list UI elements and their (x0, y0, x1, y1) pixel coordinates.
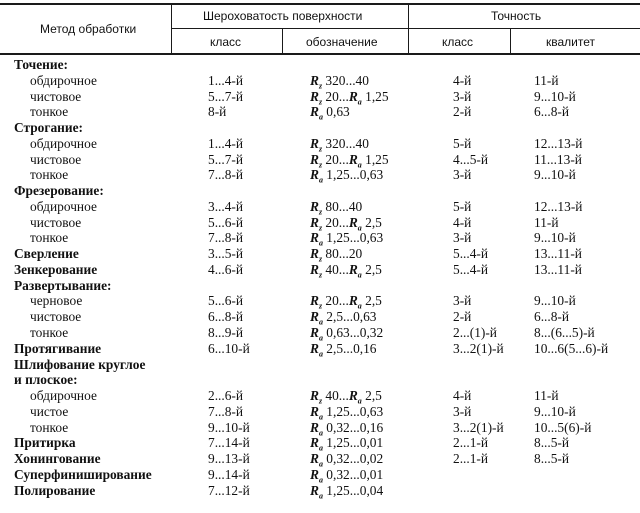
method-cell: обдирочное (30, 198, 97, 214)
method-cell: и плоское: (14, 372, 78, 388)
quality-cell: 8...(6...5)-й (534, 325, 595, 341)
designation-cell: $R_z$ $20...R_a$ 1,25 (310, 151, 389, 170)
table-row (0, 388, 640, 404)
roughness-symbol: $R_z$ (310, 72, 323, 91)
designation-cell: $R_a$ 0,32...0,02 (310, 451, 384, 469)
table-row (0, 167, 640, 186)
subheader-quality: квалитет (546, 35, 596, 49)
header-method: Метод обработки (40, 22, 137, 36)
header-vline-4 (510, 28, 511, 55)
table-row (0, 341, 640, 357)
accuracy-class-cell: 4-й (453, 388, 472, 404)
designation-cell: $R_a$ 1,25...0,63 (310, 403, 384, 422)
roughness-class-cell: 4...6-й (208, 261, 244, 277)
quality-cell: 13...11-й (534, 261, 582, 277)
table-row (0, 435, 640, 454)
designation-cell: $R_a$ 1,25...0,63 (310, 230, 384, 249)
header-bottom-border (0, 53, 640, 55)
roughness-symbol: $R_a$ (310, 482, 323, 501)
table-body (0, 57, 640, 501)
method-cell: Полирование (14, 482, 96, 498)
header-vline-2 (282, 28, 283, 55)
designation-cell: $R_z$ 80...20 (310, 246, 363, 264)
table-row (0, 104, 640, 120)
table-row (0, 372, 640, 388)
accuracy-class-cell: 5-й (453, 135, 472, 151)
roughness-class-cell: 7...14-й (208, 435, 250, 451)
designation-cell: $R_z$ 80...40 (310, 198, 363, 217)
roughness-class-cell: 7...12-й (208, 482, 250, 498)
table-row (0, 309, 640, 325)
table-row (0, 230, 640, 249)
accuracy-class-cell: 3...2(1)-й (453, 340, 504, 356)
accuracy-class-cell: 2-й (453, 309, 472, 325)
designation-cell: $R_a$ 0,32...0,16 (310, 419, 384, 438)
roughness-symbol: $R_z$ (310, 135, 323, 154)
roughness-class-cell: 6...10-й (208, 340, 250, 356)
table-row (0, 73, 640, 89)
roughness-symbol: $R_a$ (348, 151, 362, 170)
accuracy-class-cell: 5-й (453, 198, 472, 214)
method-cell: Фрезерование: (14, 183, 104, 199)
table-row (0, 467, 640, 483)
designation-cell: $R_a$ 0,32...0,01 (310, 466, 384, 485)
method-cell: Зенкерование (14, 261, 98, 277)
quality-cell: 10...6(5...6)-й (534, 340, 609, 356)
accuracy-class-cell: 3-й (453, 403, 472, 419)
quality-cell: 11-й (534, 214, 559, 230)
designation-cell: $R_z$ $40...R_a$ 2,5 (310, 261, 382, 280)
accuracy-class-cell: 3-й (453, 230, 472, 246)
table-row (0, 89, 640, 105)
method-cell: тонкое (30, 167, 69, 183)
table-row (0, 325, 640, 341)
quality-cell: 12...13-й (534, 135, 583, 151)
table-row (0, 183, 640, 199)
designation-cell: $R_z$ 320...40 (310, 72, 369, 91)
method-cell: Точение: (14, 57, 69, 72)
roughness-symbol: $R_a$ (348, 388, 362, 406)
designation-cell: $R_z$ 320...40 (310, 135, 369, 154)
table-row (0, 451, 640, 467)
roughness-class-cell: 7...8-й (208, 167, 244, 183)
accuracy-class-cell: 3...2(1)-й (453, 419, 504, 435)
roughness-class-cell: 1...4-й (208, 135, 244, 151)
roughness-symbol: $R_a$ (310, 309, 323, 327)
roughness-class-cell: 7...8-й (208, 403, 244, 419)
method-cell: чистовое (30, 309, 82, 325)
designation-cell: $R_a$ 0,63 (310, 104, 350, 122)
method-cell: тонкое (30, 230, 69, 246)
quality-cell: 9...10-й (534, 167, 576, 183)
method-cell: Строгание: (14, 120, 83, 136)
table-row (0, 246, 640, 262)
roughness-class-cell: 8...9-й (208, 325, 244, 341)
table-row (0, 199, 640, 215)
quality-cell: 9...10-й (534, 403, 576, 419)
table-row (0, 152, 640, 168)
header-accuracy: Точность (491, 9, 542, 23)
accuracy-class-cell: 3-й (453, 167, 472, 183)
accuracy-class-cell: 4...5-й (453, 151, 489, 167)
method-cell: Хонингование (14, 451, 101, 467)
quality-cell: 6...8-й (534, 309, 570, 325)
accuracy-class-cell: 5...4-й (453, 246, 489, 262)
table-row (0, 483, 640, 499)
header-vline-1 (171, 3, 172, 55)
designation-cell: $R_a$ 0,63...0,32 (310, 325, 384, 343)
header-mid-rule (171, 28, 640, 29)
accuracy-class-cell: 3-й (453, 293, 472, 309)
table-row (0, 57, 640, 73)
roughness-class-cell: 5...6-й (208, 214, 244, 230)
method-cell: обдирочное (30, 72, 97, 88)
method-cell: обдирочное (30, 388, 97, 404)
quality-cell: 11...13-й (534, 151, 582, 167)
method-cell: Суперфиниширование (14, 466, 152, 482)
table-row (0, 262, 640, 278)
method-cell: чистовое (30, 88, 82, 104)
table-row (0, 215, 640, 231)
quality-cell: 10...5(6)-й (534, 419, 592, 435)
accuracy-class-cell: 5...4-й (453, 261, 489, 277)
roughness-class-cell: 5...7-й (208, 88, 244, 104)
roughness-symbol: $R_a$ (348, 293, 362, 312)
roughness-symbol: $R_a$ (310, 435, 323, 454)
roughness-symbol: $R_z$ (310, 246, 323, 264)
method-cell: черновое (30, 293, 83, 309)
roughness-symbol: $R_a$ (310, 340, 323, 359)
roughness-symbol: $R_a$ (310, 419, 323, 438)
designation-cell: $R_z$ $20...R_a$ 2,5 (310, 293, 382, 312)
method-cell: обдирочное (30, 135, 97, 151)
roughness-symbol: $R_a$ (310, 167, 323, 186)
table-row (0, 136, 640, 152)
roughness-class-cell: 5...7-й (208, 151, 244, 167)
roughness-symbol: $R_z$ (310, 293, 323, 312)
method-cell: Протягивание (14, 340, 102, 356)
designation-cell: $R_z$ $40...R_a$ 2,5 (310, 388, 382, 406)
quality-cell: 11-й (534, 72, 559, 88)
roughness-class-cell: 3...5-й (208, 246, 244, 262)
roughness-symbol: $R_z$ (310, 198, 323, 217)
quality-cell: 12...13-й (534, 198, 583, 214)
roughness-class-cell: 7...8-й (208, 230, 244, 246)
method-cell: Развертывание: (14, 277, 112, 293)
roughness-symbol: $R_z$ (310, 88, 323, 107)
roughness-symbol: $R_z$ (310, 388, 323, 406)
roughness-symbol: $R_z$ (310, 261, 323, 280)
roughness-symbol: $R_a$ (348, 88, 362, 107)
designation-cell: $R_a$ 1,25...0,63 (310, 167, 384, 186)
accuracy-class-cell: 4-й (453, 214, 472, 230)
roughness-class-cell: 3...4-й (208, 198, 244, 214)
roughness-class-cell: 8-й (208, 104, 227, 120)
header-vline-3 (408, 3, 409, 55)
method-cell: Сверление (14, 246, 79, 262)
method-cell: чистовое (30, 151, 82, 167)
method-cell: тонкое (30, 104, 69, 120)
accuracy-class-cell: 3-й (453, 88, 472, 104)
table-row (0, 357, 640, 373)
roughness-symbol: $R_a$ (310, 230, 323, 249)
roughness-class-cell: 9...14-й (208, 466, 250, 482)
roughness-class-cell: 6...8-й (208, 309, 244, 325)
designation-cell: $R_a$ 2,5...0,16 (310, 340, 377, 359)
table-row (0, 278, 640, 294)
subheader-designation: обозначение (306, 35, 378, 49)
designation-cell: $R_z$ $20...R_a$ 2,5 (310, 214, 382, 233)
roughness-class-cell: 9...10-й (208, 419, 250, 435)
quality-cell: 9...10-й (534, 293, 576, 309)
accuracy-class-cell: 2...(1)-й (453, 325, 497, 341)
method-cell: тонкое (30, 325, 69, 341)
method-cell: Шлифование круглое (14, 356, 146, 372)
roughness-symbol: $R_z$ (310, 214, 323, 233)
quality-cell: 8...5-й (534, 435, 570, 451)
roughness-class-cell: 5...6-й (208, 293, 244, 309)
table-row (0, 404, 640, 420)
subheader-accuracy-class: класс (442, 35, 474, 49)
designation-cell: $R_a$ 2,5...0,63 (310, 309, 377, 327)
designation-cell: $R_a$ 1,25...0,04 (310, 482, 384, 501)
quality-cell: 9...10-й (534, 230, 576, 246)
method-cell: чистовое (30, 214, 82, 230)
table-top-border (0, 3, 640, 5)
quality-cell: 6...8-й (534, 104, 570, 120)
table-row (0, 420, 640, 436)
roughness-class-cell: 1...4-й (208, 72, 244, 88)
roughness-symbol: $R_a$ (310, 451, 323, 469)
roughness-symbol: $R_a$ (348, 214, 362, 233)
quality-cell: 9...10-й (534, 88, 576, 104)
table-row (0, 293, 640, 312)
accuracy-class-cell: 2...1-й (453, 451, 489, 467)
accuracy-class-cell: 2-й (453, 104, 472, 120)
method-cell: Притирка (14, 435, 76, 451)
method-cell: чистое (30, 403, 69, 419)
designation-cell: $R_z$ $20...R_a$ 1,25 (310, 88, 389, 107)
roughness-class-cell: 2...6-й (208, 388, 244, 404)
method-cell: тонкое (30, 419, 69, 435)
roughness-symbol: $R_a$ (348, 261, 362, 280)
roughness-class-cell: 9...13-й (208, 451, 250, 467)
subheader-class: класс (210, 35, 242, 49)
roughness-symbol: $R_a$ (310, 325, 323, 343)
designation-cell: $R_a$ 1,25...0,01 (310, 435, 384, 454)
roughness-symbol: $R_z$ (310, 151, 323, 170)
roughness-symbol: $R_a$ (310, 403, 323, 422)
quality-cell: 8...5-й (534, 451, 570, 467)
quality-cell: 11-й (534, 388, 559, 404)
table-row (0, 120, 640, 136)
quality-cell: 13...11-й (534, 246, 582, 262)
header-roughness: Шероховатость поверхности (203, 9, 363, 23)
roughness-symbol: $R_a$ (310, 104, 323, 122)
roughness-symbol: $R_a$ (310, 466, 323, 485)
accuracy-class-cell: 2...1-й (453, 435, 489, 451)
accuracy-class-cell: 4-й (453, 72, 472, 88)
